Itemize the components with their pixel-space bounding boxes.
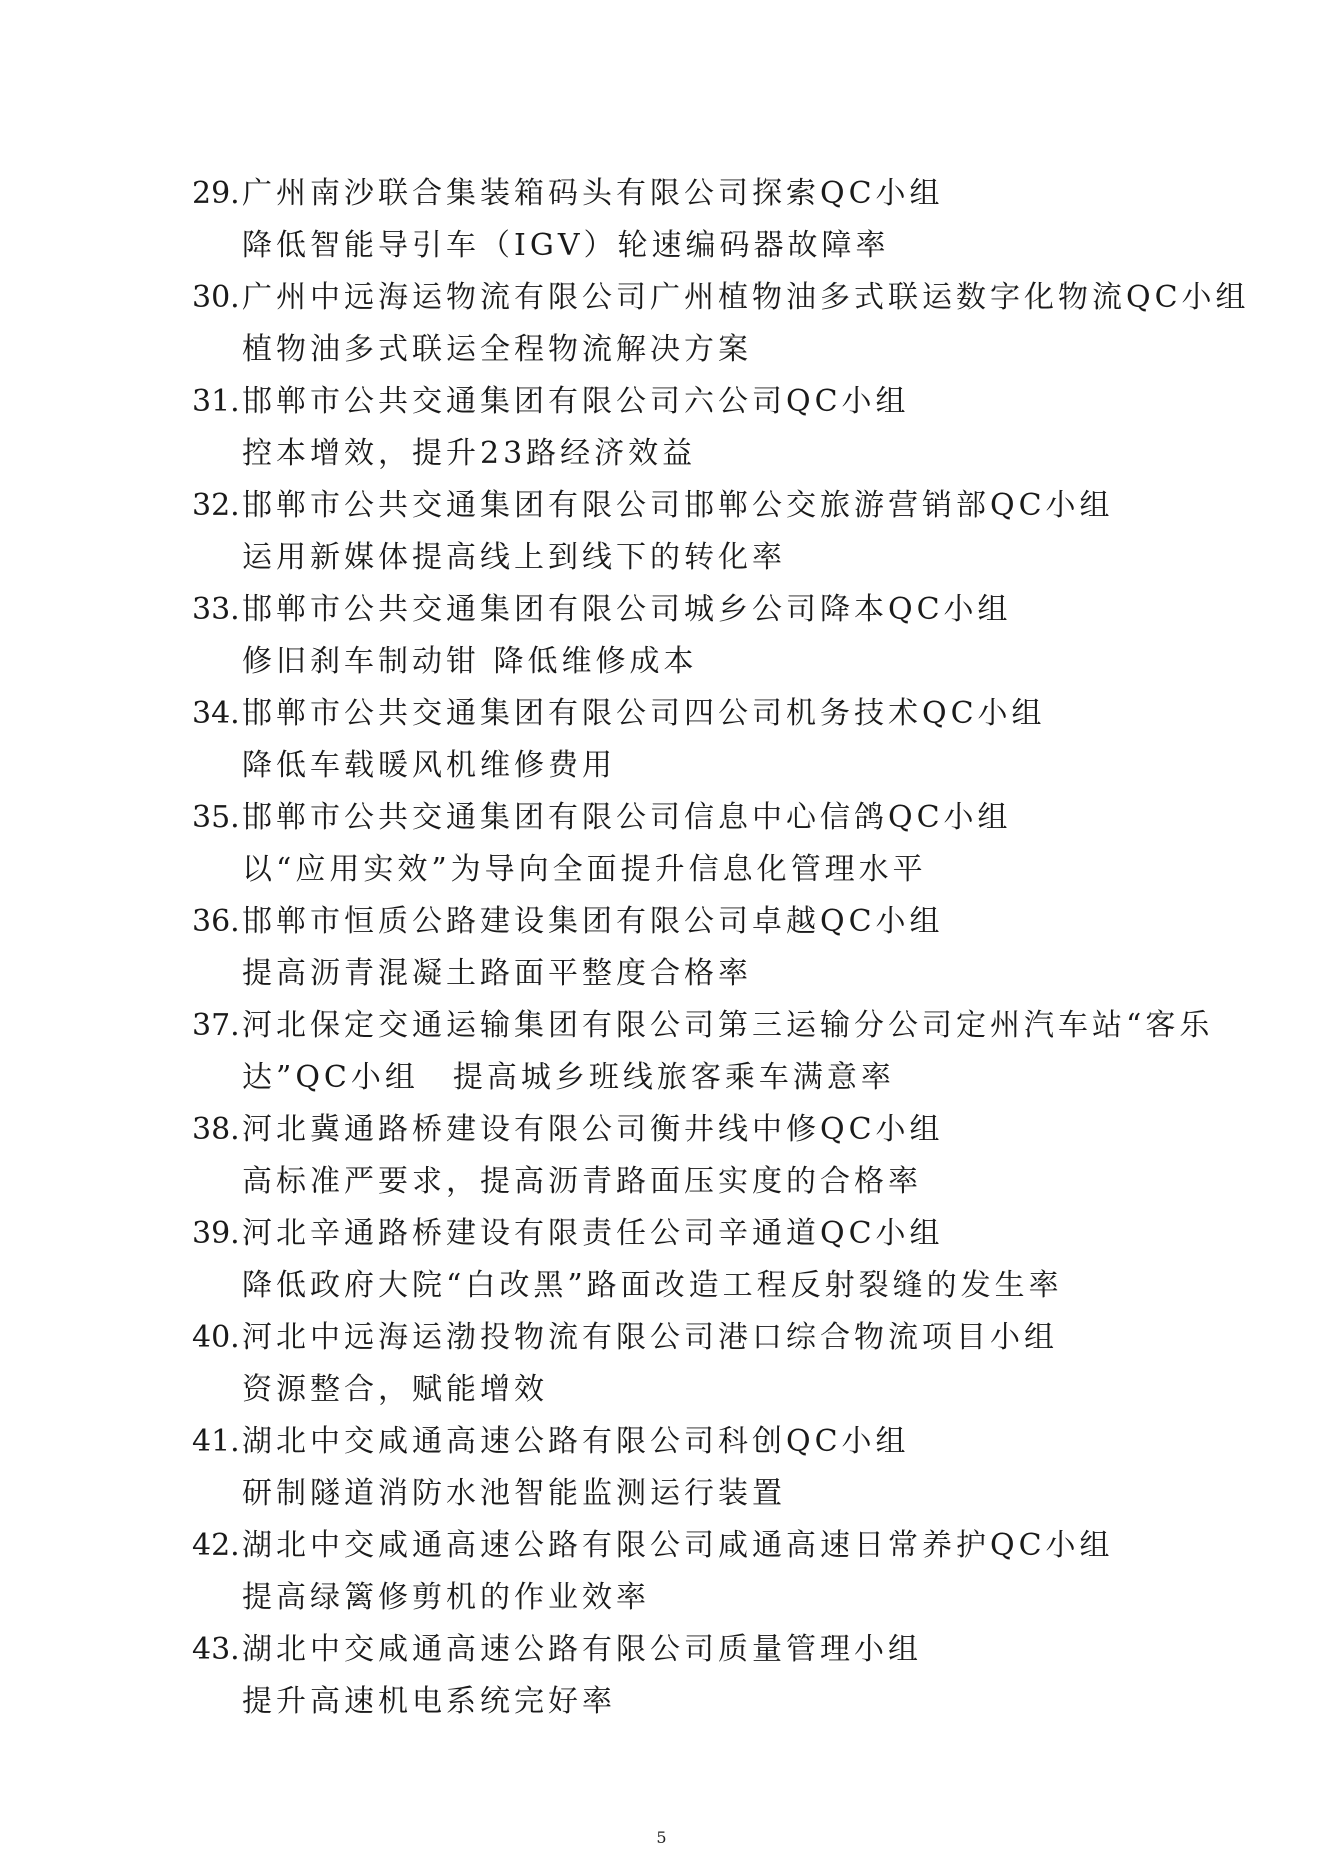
item-org-line xyxy=(192,1312,1182,1364)
item-org: 广州南沙联合集装箱码头有限公司探索QC小组 xyxy=(242,176,944,211)
item-org-line xyxy=(192,1104,1182,1156)
item-number: 37. xyxy=(192,1008,240,1043)
item-number: 29. xyxy=(192,176,240,211)
item-org-line xyxy=(192,1520,1182,1572)
list-item xyxy=(192,1208,1182,1312)
list-item xyxy=(192,896,1182,1000)
item-org-line xyxy=(192,1208,1182,1260)
list-item xyxy=(192,792,1182,896)
item-number: 31. xyxy=(192,384,240,419)
item-org-line xyxy=(192,584,1182,636)
item-topic: 运用新媒体提高线上到线下的转化率 xyxy=(242,540,786,575)
list-item xyxy=(192,1104,1182,1208)
item-topic: 以“应用实效”为导向全面提升信息化管理水平 xyxy=(242,852,927,887)
item-topic: 降低智能导引车（IGV）轮速编码器故障率 xyxy=(242,228,890,263)
item-topic: 达”QC小组 提高城乡班线旅客乘车满意率 xyxy=(242,1060,895,1095)
award-list xyxy=(192,168,1250,1728)
item-org: 湖北中交咸通高速公路有限公司科创QC小组 xyxy=(242,1424,910,1459)
list-item xyxy=(192,376,1182,480)
item-topic: 降低政府大院“白改黑”路面改造工程反射裂缝的发生率 xyxy=(242,1268,1063,1303)
item-org-line xyxy=(192,168,1182,220)
item-org: 邯郸市公共交通集团有限公司四公司机务技术QC小组 xyxy=(242,696,1046,731)
item-number: 35. xyxy=(192,800,240,835)
item-org: 邯郸市公共交通集团有限公司六公司QC小组 xyxy=(242,384,910,419)
item-topic: 高标准严要求，提高沥青路面压实度的合格率 xyxy=(242,1164,922,1199)
item-org: 湖北中交咸通高速公路有限公司咸通高速日常养护QC小组 xyxy=(242,1528,1114,1563)
item-number: 41. xyxy=(192,1424,240,1459)
item-org: 河北保定交通运输集团有限公司第三运输分公司定州汽车站“客乐 xyxy=(242,1008,1214,1043)
item-topic: 研制隧道消防水池智能监测运行装置 xyxy=(242,1476,786,1511)
item-org-line xyxy=(192,1416,1182,1468)
item-number: 32. xyxy=(192,488,240,523)
item-org: 邯郸市恒质公路建设集团有限公司卓越QC小组 xyxy=(242,904,944,939)
item-org: 邯郸市公共交通集团有限公司邯郸公交旅游营销部QC小组 xyxy=(242,488,1114,523)
item-org: 河北冀通路桥建设有限公司衡井线中修QC小组 xyxy=(242,1112,944,1147)
item-number: 43. xyxy=(192,1632,240,1667)
item-number: 40. xyxy=(192,1320,240,1355)
item-number: 42. xyxy=(192,1528,240,1563)
item-topic: 植物油多式联运全程物流解决方案 xyxy=(242,332,752,367)
item-org-line xyxy=(192,376,1182,428)
list-item xyxy=(192,1000,1214,1104)
item-topic: 提高沥青混凝土路面平整度合格率 xyxy=(242,956,752,991)
item-org: 邯郸市公共交通集团有限公司信息中心信鸽QC小组 xyxy=(242,800,1012,835)
item-number: 33. xyxy=(192,592,240,627)
item-number: 30. xyxy=(192,280,240,315)
item-topic: 资源整合，赋能增效 xyxy=(242,1372,548,1407)
item-topic: 降低车载暖风机维修费用 xyxy=(242,748,616,783)
item-number: 36. xyxy=(192,904,240,939)
item-org-line xyxy=(192,792,1182,844)
item-org: 河北辛通路桥建设有限责任公司辛通道QC小组 xyxy=(242,1216,944,1251)
item-topic: 提高绿篱修剪机的作业效率 xyxy=(242,1580,650,1615)
item-org-line xyxy=(192,1000,1214,1052)
list-item xyxy=(192,688,1182,792)
list-item xyxy=(192,584,1182,688)
item-org-line xyxy=(192,1624,1182,1676)
item-org: 邯郸市公共交通集团有限公司城乡公司降本QC小组 xyxy=(242,592,1012,627)
list-item xyxy=(192,272,1250,376)
item-org: 河北中远海运渤投物流有限公司港口综合物流项目小组 xyxy=(242,1320,1058,1355)
list-item xyxy=(192,1416,1182,1520)
item-topic: 修旧刹车制动钳 降低维修成本 xyxy=(242,644,698,679)
item-number: 38. xyxy=(192,1112,240,1147)
item-org: 湖北中交咸通高速公路有限公司质量管理小组 xyxy=(242,1632,922,1667)
item-number: 39. xyxy=(192,1216,240,1251)
item-topic: 控本增效，提升23路经济效益 xyxy=(242,436,697,471)
list-item xyxy=(192,1624,1182,1728)
page-number: 5 xyxy=(656,1828,667,1847)
item-org-line xyxy=(192,688,1182,740)
list-item xyxy=(192,1312,1182,1416)
list-item xyxy=(192,480,1182,584)
item-org: 广州中远海运物流有限公司广州植物油多式联运数字化物流QC小组 xyxy=(242,280,1250,315)
list-item xyxy=(192,168,1182,272)
item-org-line xyxy=(192,896,1182,948)
item-number: 34. xyxy=(192,696,240,731)
item-org-line xyxy=(192,480,1182,532)
list-item xyxy=(192,1520,1182,1624)
item-org-line xyxy=(192,272,1250,324)
item-topic: 提升高速机电系统完好率 xyxy=(242,1684,616,1719)
